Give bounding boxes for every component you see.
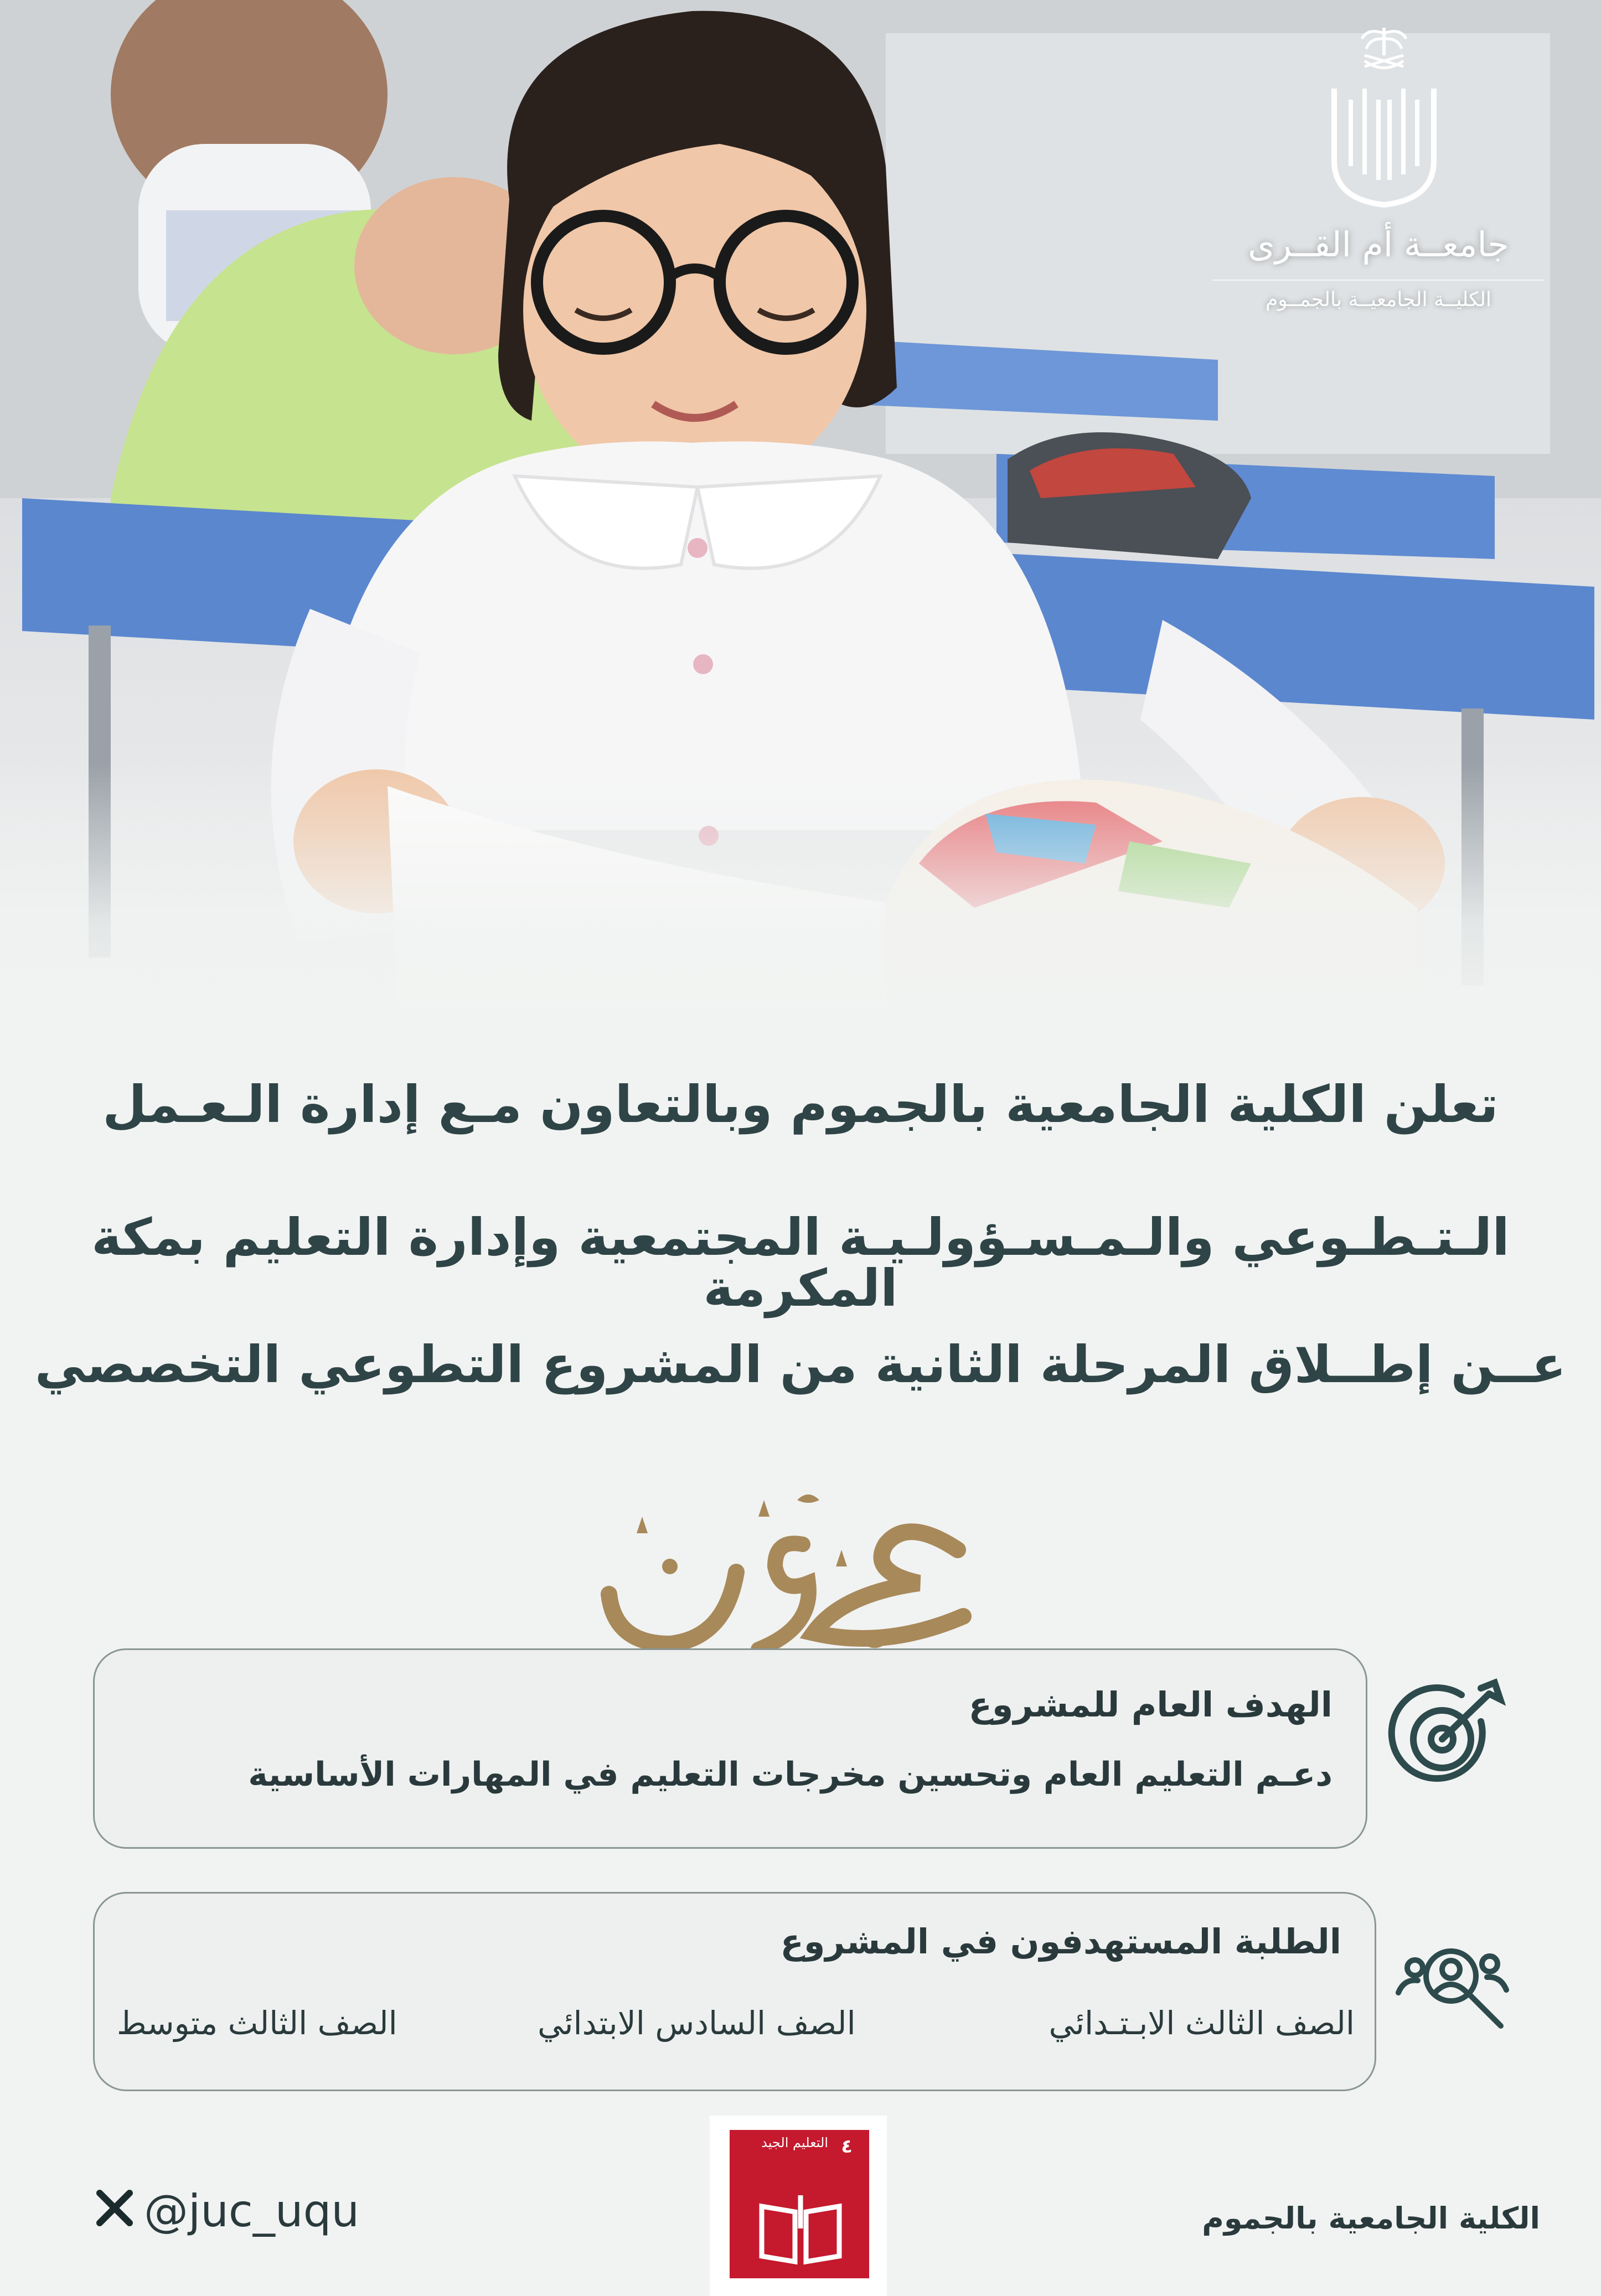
sdg-number: ٤ <box>841 2135 853 2158</box>
grade-item: الصف السادس الابتدائي <box>538 2004 856 2042</box>
goal-title: الهدف العام للمشروع <box>968 1684 1333 1725</box>
x-logo-icon[interactable] <box>95 2189 134 2227</box>
goal-text: دعـم التعليم العام وتحسين مخرجات التعليم في المهارات الأساسية <box>248 1755 1333 1794</box>
grade-item: الصف الثالث الابـتـدائي <box>1049 2004 1355 2042</box>
announcement-line-1: تعلن الكلية الجامعية بالجموم وبالتعاون مـع إدارة الـعـمل <box>102 1075 1499 1134</box>
goal-box <box>93 1648 1367 1849</box>
sdg-panel <box>730 2130 869 2278</box>
announcement-line-2: الـتـطـوعي والـمـسـؤولـيـة المجتمعية وإدارة التعليم بمكة المكرمة <box>91 1208 1510 1318</box>
students-box <box>93 1892 1376 2091</box>
social-handle[interactable]: @juc_uqu <box>144 2185 360 2237</box>
sdg-label: التعليم الجيد <box>761 2135 828 2150</box>
project-name-calligraphy <box>576 1483 996 1666</box>
university-logo <box>1212 22 1556 332</box>
university-name: جامعــة أم القــرى <box>1248 224 1509 265</box>
logo-emblem-icon <box>1312 22 1456 210</box>
grade-item: الصف الثالث متوسط <box>117 2004 397 2042</box>
announcement-line-3: عــن إطــلاق المرحلة الثانية من المشروع التطوعي التخصصي <box>34 1335 1567 1394</box>
people-search-icon <box>1393 1937 1515 2037</box>
target-icon <box>1384 1672 1511 1799</box>
footer-college-name: الكلية الجامعية بالجموم <box>1202 2201 1540 2236</box>
students-title: الطلبة المستهدفون في المشروع <box>780 1921 1341 1962</box>
college-name: الكليــة الجامعيــة بالجمــوم <box>1212 280 1545 311</box>
book-icon <box>756 2195 845 2267</box>
hero-fade <box>0 764 1601 1030</box>
sdg-badge <box>710 2116 887 2296</box>
